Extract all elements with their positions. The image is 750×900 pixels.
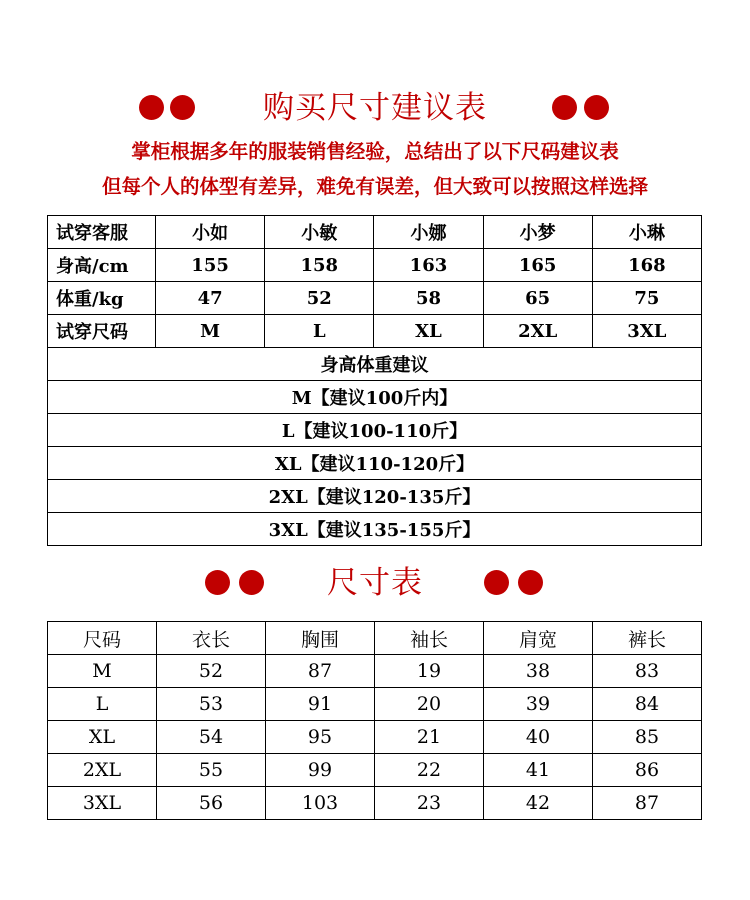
advice-cell: L【建议100-110斤】 [48,414,702,447]
table-cell: 65 [483,282,592,315]
table-cell: 22 [375,754,484,787]
table-cell: 2XL [483,315,592,348]
table-cell: 58 [374,282,483,315]
table-cell: 20 [375,688,484,721]
red-dot-icon [484,570,509,595]
table-cell: M [156,315,265,348]
table-header-cell: 小如 [156,216,265,249]
table-cell: 163 [374,249,483,282]
try-on-table [47,215,702,546]
table-cell: 21 [375,721,484,754]
table-cell: 23 [375,787,484,820]
table-cell: L [265,315,374,348]
table-cell: M [48,655,157,688]
table-header-cell: 裤长 [593,622,702,655]
intro-note-line-2: 但每个人的体型有差异，难免有误差，但大致可以按照这样选择 [101,175,648,198]
table-cell: 53 [157,688,266,721]
table-cell: 86 [593,754,702,787]
table-cell: 47 [156,282,265,315]
table-cell: 38 [484,655,593,688]
try-on-header-row [48,216,702,249]
table-cell: 75 [592,282,701,315]
table-cell: 158 [265,249,374,282]
table-cell: XL [48,721,157,754]
recommendation-heading [0,83,750,133]
size-chart-heading [0,558,750,608]
advice-row [48,414,702,447]
size-chart-title: 尺寸表 [327,565,423,601]
advice-row [48,513,702,546]
table-cell: 52 [265,282,374,315]
row-label: 试穿尺码 [48,315,156,348]
table-header-cell: 试穿客服 [48,216,156,249]
table-header-cell: 小梦 [483,216,592,249]
advice-cell: 3XL【建议135-155斤】 [48,513,702,546]
advice-title: 身高体重建议 [48,348,702,381]
table-cell: 52 [157,655,266,688]
table-cell: 56 [157,787,266,820]
table-cell: 91 [266,688,375,721]
table-cell: 55 [157,754,266,787]
table-cell: 3XL [592,315,701,348]
table-cell: XL [374,315,483,348]
table-header-cell: 胸围 [266,622,375,655]
advice-row [48,447,702,480]
table-cell: 103 [266,787,375,820]
table-row [48,249,702,282]
table-header-cell: 袖长 [375,622,484,655]
table-cell: 54 [157,721,266,754]
table-header-cell: 肩宽 [484,622,593,655]
advice-row [48,381,702,414]
table-row [48,315,702,348]
table-cell: L [48,688,157,721]
size-chart-table [47,621,702,820]
intro-note-line-1: 掌柜根据多年的服装销售经验，总结出了以下尺码建议表 [131,140,619,163]
table-cell: 19 [375,655,484,688]
advice-cell: XL【建议110-120斤】 [48,447,702,480]
table-row [48,655,702,688]
size-header-row [48,622,702,655]
table-cell: 84 [593,688,702,721]
table-cell: 83 [593,655,702,688]
table-cell: 85 [593,721,702,754]
red-dot-icon [584,95,609,120]
table-header-cell: 衣长 [157,622,266,655]
recommendation-title: 购买尺寸建议表 [263,90,487,126]
table-cell: 41 [484,754,593,787]
advice-title-row [48,348,702,381]
table-header-cell: 小敏 [265,216,374,249]
advice-cell: 2XL【建议120-135斤】 [48,480,702,513]
table-cell: 3XL [48,787,157,820]
table-cell: 40 [484,721,593,754]
red-dot-icon [518,570,543,595]
table-cell: 168 [592,249,701,282]
table-cell: 155 [156,249,265,282]
row-label: 体重/kg [48,282,156,315]
table-header-cell: 尺码 [48,622,157,655]
table-cell: 87 [593,787,702,820]
advice-cell: M【建议100斤内】 [48,381,702,414]
table-row [48,688,702,721]
table-cell: 95 [266,721,375,754]
table-cell: 87 [266,655,375,688]
advice-row [48,480,702,513]
table-cell: 165 [483,249,592,282]
table-cell: 2XL [48,754,157,787]
table-row [48,721,702,754]
table-header-cell: 小娜 [374,216,483,249]
table-cell: 42 [484,787,593,820]
table-row [48,282,702,315]
table-cell: 39 [484,688,593,721]
table-row [48,754,702,787]
red-dot-icon [552,95,577,120]
table-header-cell: 小琳 [592,216,701,249]
row-label: 身高/cm [48,249,156,282]
table-row [48,787,702,820]
table-cell: 99 [266,754,375,787]
